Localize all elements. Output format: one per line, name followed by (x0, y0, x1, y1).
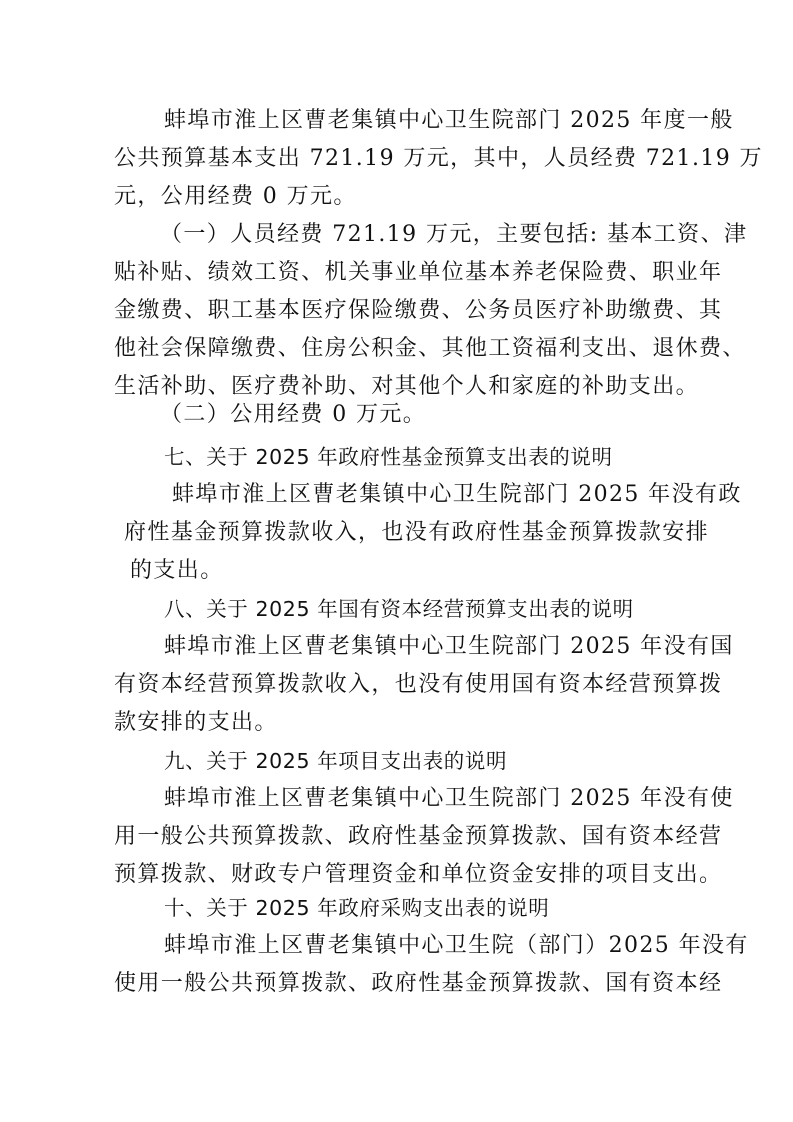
section-9-text-line-3: 预算拨款、财政专户管理资金和单位资金安排的项目支出。 (114, 862, 723, 887)
paragraph-basic-expenditure-line-2: 公共预算基本支出 721.19 万元，其中，人员经费 721.19 万 (114, 146, 763, 171)
paragraph-basic-expenditure-line-1: 蚌埠市淮上区曹老集镇中心卫生院部门 2025 年度一般 (164, 108, 734, 133)
section-10-text-line-2: 使用一般公共预算拨款、政府性基金预算拨款、国有资本经 (114, 971, 723, 996)
paragraph-personnel-line-1: （一）人员经费 721.19 万元，主要包括: 基本工资、津 (160, 222, 748, 247)
section-heading-10: 十、关于 2025 年政府采购支出表的说明 (164, 896, 550, 920)
section-9-text-line-2: 用一般公共预算拨款、政府性基金预算拨款、国有资本经营 (114, 824, 723, 849)
section-7-text-line-1: 蚌埠市淮上区曹老集镇中心卫生院部门 2025 年没有政 (172, 482, 742, 507)
section-7-text-line-2: 府性基金预算拨款收入，也没有政府性基金预算拨款安排 (124, 520, 710, 545)
section-heading-8: 八、关于 2025 年国有资本经营预算支出表的说明 (164, 597, 634, 621)
section-9-text-line-1: 蚌埠市淮上区曹老集镇中心卫生院部门 2025 年没有使 (164, 786, 734, 811)
paragraph-personnel-line-3: 金缴费、职工基本医疗保险缴费、公务员医疗补助缴费、其 (114, 298, 723, 323)
section-8-text-line-2: 有资本经营预算拨款收入，也没有使用国有资本经营预算拨 (114, 672, 723, 697)
paragraph-public-funds-line-1: （二）公用经费 0 万元。 (160, 402, 427, 427)
section-heading-9: 九、关于 2025 年项目支出表的说明 (164, 749, 508, 773)
section-heading-7: 七、关于 2025 年政府性基金预算支出表的说明 (164, 445, 613, 469)
section-10-text-line-1: 蚌埠市淮上区曹老集镇中心卫生院（部门）2025 年没有 (164, 933, 749, 958)
section-8-text-line-1: 蚌埠市淮上区曹老集镇中心卫生院部门 2025 年没有国 (164, 634, 734, 659)
paragraph-basic-expenditure-line-3: 元，公用经费 0 万元。 (114, 184, 357, 209)
paragraph-personnel-line-5: 生活补助、医疗费补助、对其他个人和家庭的补助支出。 (114, 374, 700, 399)
paragraph-personnel-line-4: 他社会保障缴费、住房公积金、其他工资福利支出、退休费、 (114, 336, 746, 361)
section-7-text-line-3: 的支出。 (130, 558, 224, 583)
paragraph-personnel-line-2: 贴补贴、绩效工资、机关事业单位基本养老保险费、职业年 (114, 260, 723, 285)
section-8-text-line-3: 款安排的支出。 (114, 710, 278, 735)
